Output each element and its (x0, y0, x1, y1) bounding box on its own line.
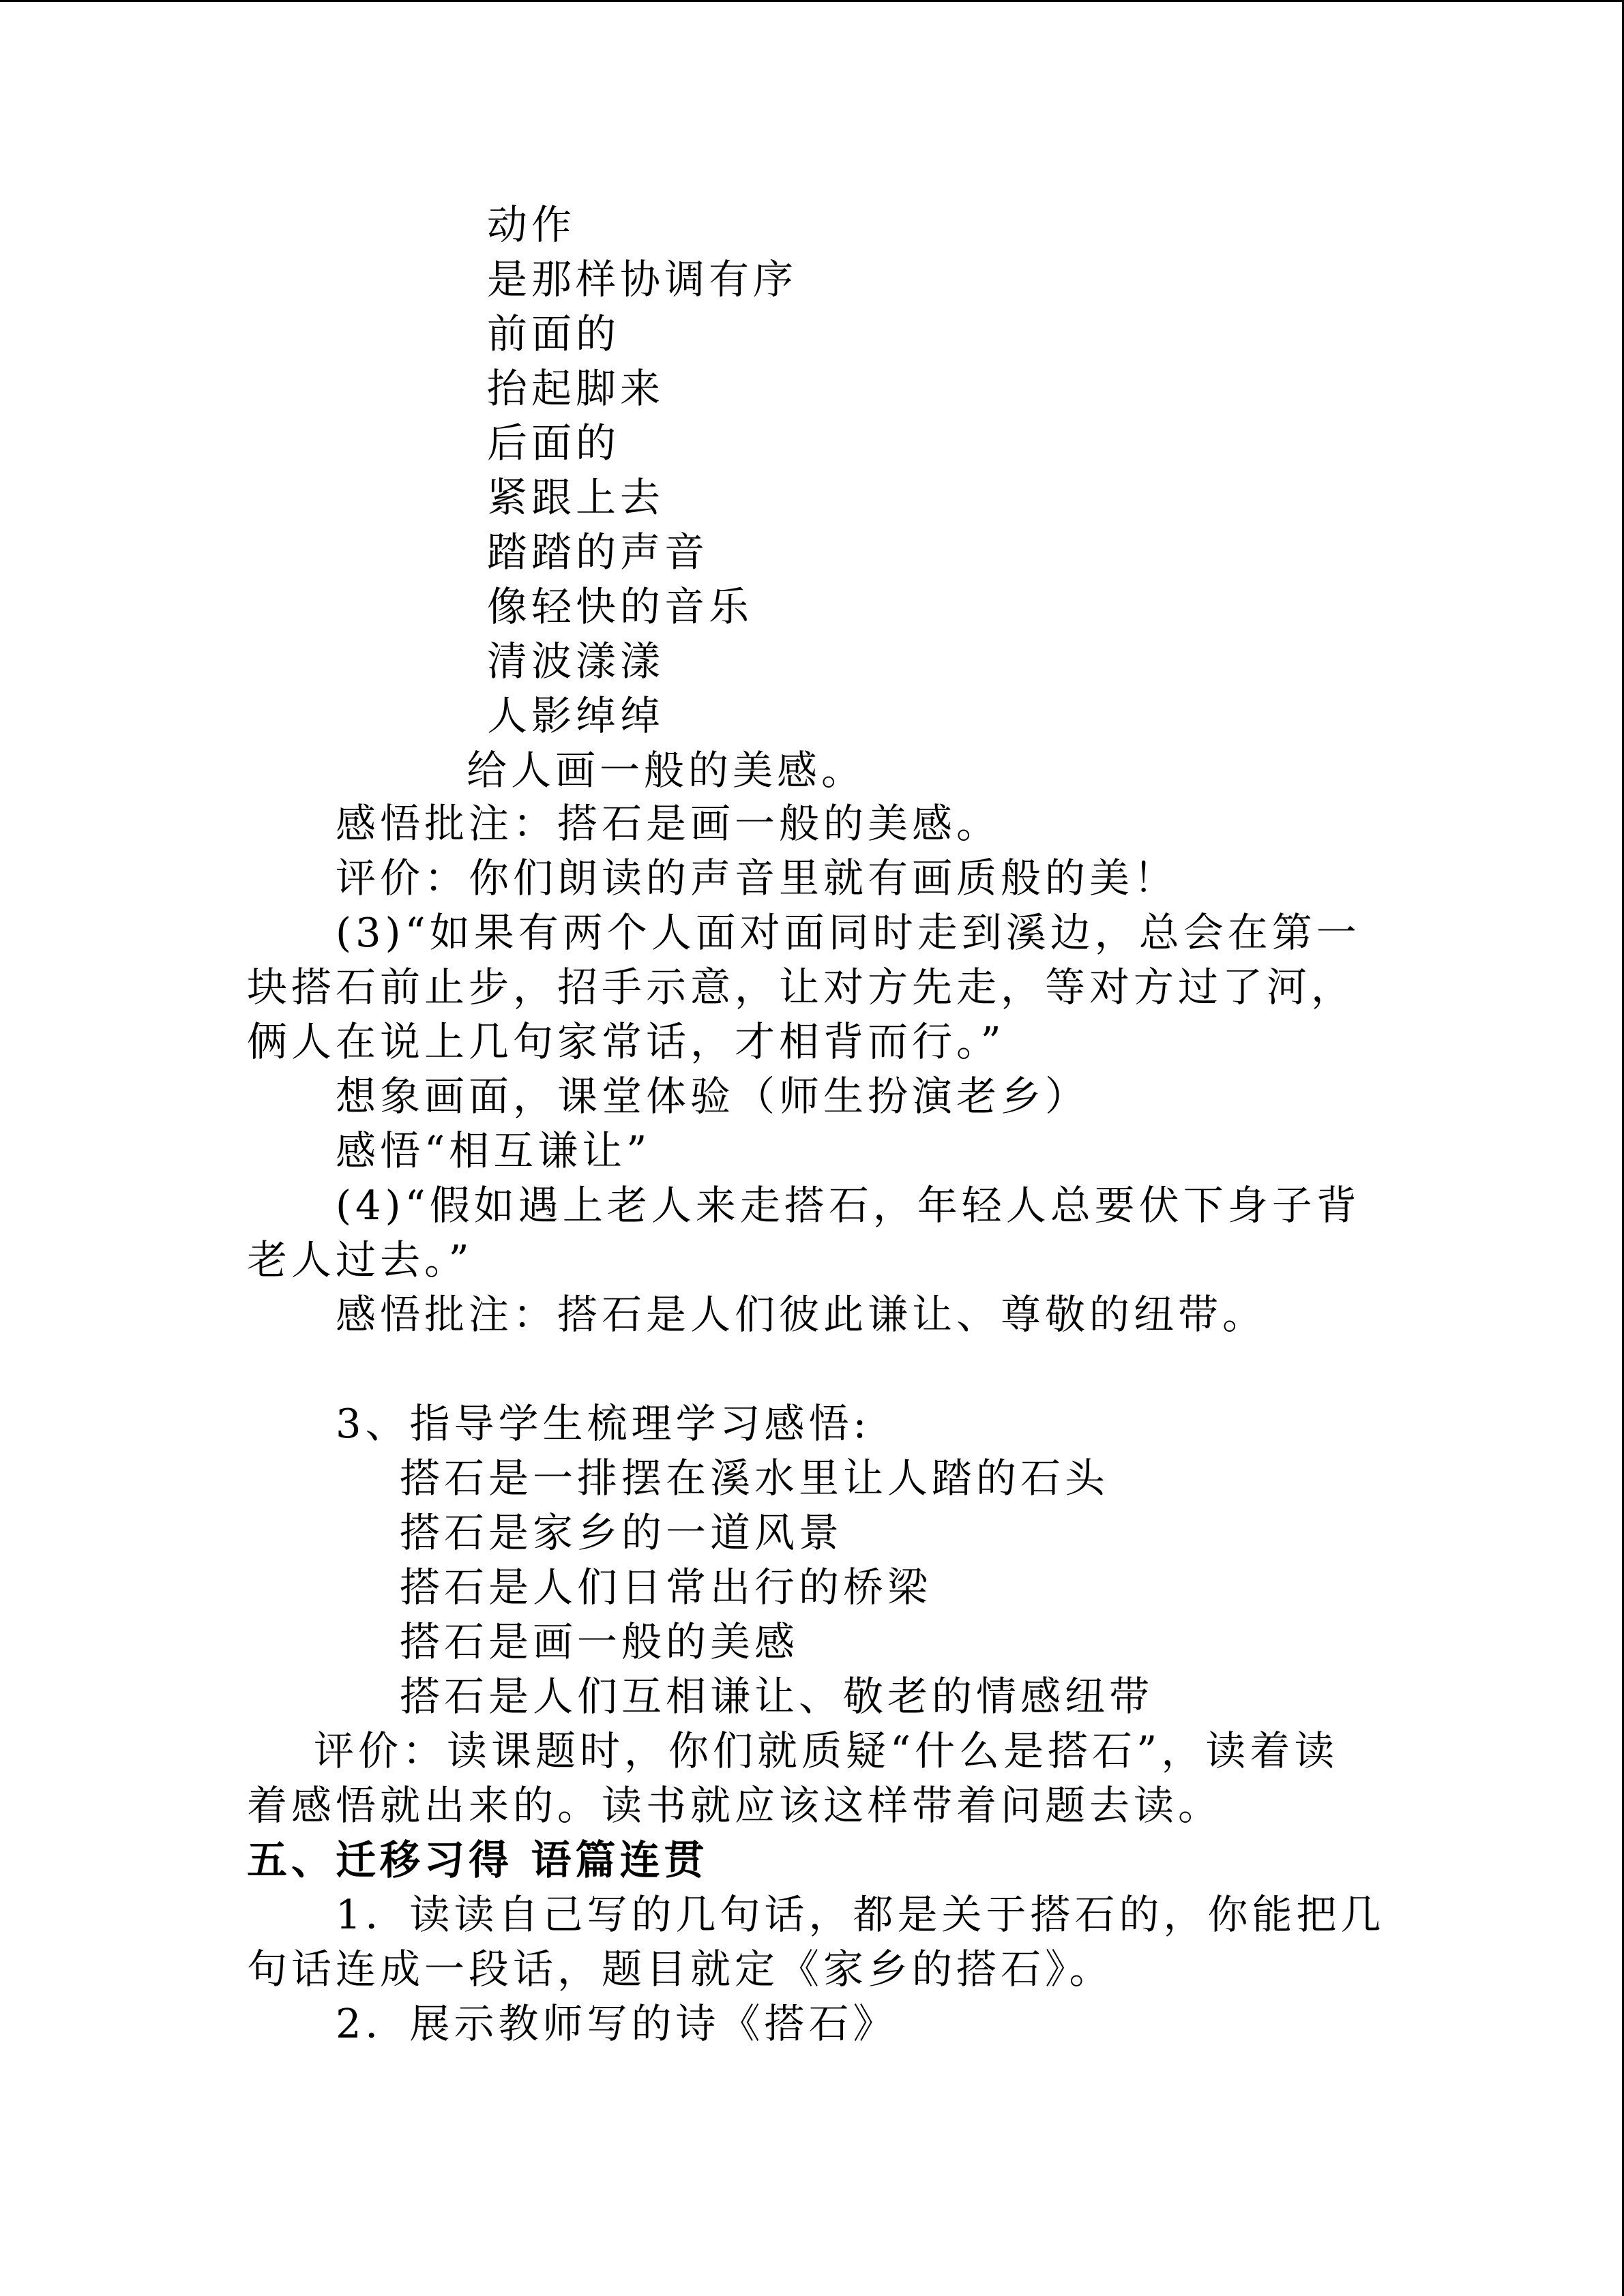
section5-item1-line2: 句话连成一段话，题目就定《家乡的搭石》。 (247, 1945, 1114, 1993)
poem-line: 清波漾漾 (487, 638, 665, 685)
poem-line: 人影绰绰 (487, 692, 665, 739)
section5-heading: 五、迁移习得 语篇连贯 (247, 1836, 709, 1883)
poem-line: 踏踏的声音 (487, 528, 709, 576)
poem-line: 前面的 (487, 310, 621, 357)
step3-item: 搭石是人们日常出行的桥梁 (400, 1564, 932, 1611)
step3-item: 搭石是家乡的一道风景 (400, 1509, 844, 1556)
quote-4-line1: (4)“假如遇上老人来走搭石，年轻人总要伏下身子背 (336, 1182, 1361, 1229)
quote-3-line2: 块搭石前止步，招手示意，让对方先走，等对方过了河， (247, 964, 1356, 1011)
poem-line: 紧跟上去 (487, 474, 665, 521)
step3-item: 搭石是人们互相谦让、敬老的情感纽带 (400, 1673, 1154, 1720)
quote-3-line3: 俩人在说上几句家常话，才相背而行。” (247, 1018, 1005, 1065)
quote-3-line1: (3)“如果有两个人面对面同时走到溪边，总会在第一 (336, 909, 1361, 956)
section5-item1-line1: 1．读读自己写的几句话，都是关于搭石的，你能把几 (336, 1891, 1385, 1938)
poem-line: 动作 (487, 201, 576, 248)
section5-item2: 2．展示教师写的诗《搭石》 (336, 2000, 898, 2047)
poem-line: 像轻快的音乐 (487, 583, 754, 630)
evaluation-2-line2: 着感悟就出来的。读书就应该这样带着问题去读。 (247, 1782, 1223, 1829)
quote-4-line2: 老人过去。” (247, 1236, 473, 1283)
evaluation-1: 评价：你们朗读的声音里就有画质般的美！ (336, 854, 1179, 901)
annotation-2: 感悟批注：搭石是人们彼此谦让、尊敬的纽带。 (336, 1291, 1267, 1338)
page-border-top (0, 0, 1624, 2)
feel-line: 感悟“相互谦让” (336, 1127, 651, 1174)
evaluation-2-line1: 评价：读课题时，你们就质疑“什么是搭石”，读着读 (314, 1727, 1339, 1774)
poem-line: 抬起脚来 (487, 365, 665, 412)
step3-item: 搭石是画一般的美感 (400, 1618, 799, 1665)
step3-item: 搭石是一排摆在溪水里让人踏的石头 (400, 1455, 1110, 1502)
step3-title: 3、指导学生梳理学习感悟: (336, 1400, 871, 1447)
poem-close: 给人画一般的美感。 (467, 747, 866, 794)
poem-line: 后面的 (487, 419, 621, 466)
poem-line: 是那样协调有序 (487, 256, 798, 303)
imagine-line: 想象画面，课堂体验（师生扮演老乡） (336, 1073, 1090, 1120)
annotation-1: 感悟批注：搭石是画一般的美感。 (336, 800, 1001, 847)
